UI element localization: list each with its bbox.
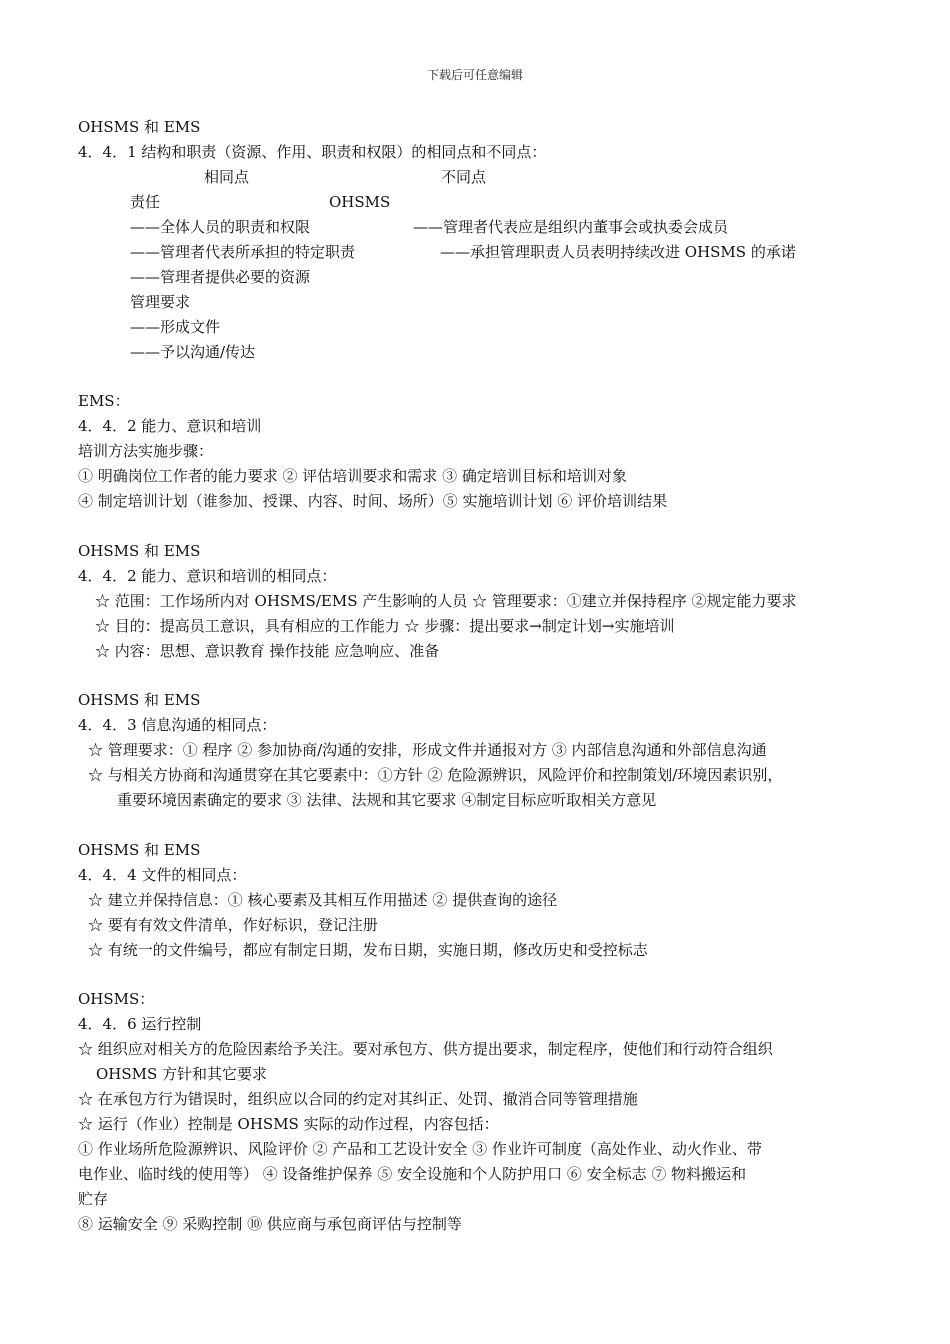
- section-title: OHSMS 和 EMS: [78, 691, 201, 709]
- numbered-line: 电作业、临时线的使用等） ④ 设备维护保养 ⑤ 安全设施和个人防护用口 ⑥ 安全标志 ⑦ 物料搬运和: [78, 1165, 747, 1183]
- bullet-item: ☆ 范围：工作场所内对 OHSMS/EMS 产生影响的人员 ☆ 管理要求：①建立并保持程序 ②规定能力要求: [95, 592, 797, 610]
- bullet-item: ☆ 目的：提高员工意识，具有相应的工作能力 ☆ 步骤：提出要求→制定计划→实施培训: [95, 617, 675, 635]
- section-title: EMS：: [78, 392, 130, 410]
- section-heading: 4．4．1 结构和职责（资源、作用、职责和权限）的相同点和不同点：: [78, 143, 547, 161]
- bullet-item: ☆ 运行（作业）控制是 OHSMS 实际的动作过程，内容包括：: [78, 1115, 499, 1133]
- column-header-same: 相同点: [204, 168, 250, 186]
- bullet-item-continuation: 重要环境因素确定的要求 ③ 法律、法规和其它要求 ④制定目标应听取相关方意见: [117, 791, 657, 809]
- section-title: OHSMS 和 EMS: [78, 542, 201, 560]
- column-header-diff: 不同点: [441, 168, 487, 186]
- step-line: ① 明确岗位工作者的能力要求 ② 评估培训要求和需求 ③ 确定培训目标和培训对象: [78, 467, 627, 485]
- numbered-line: ⑧ 运输安全 ⑨ 采购控制 ⑩ 供应商与承包商评估与控制等: [78, 1215, 462, 1233]
- section-title: OHSMS 和 EMS: [78, 118, 201, 136]
- page-header: 下载后可任意编辑: [426, 68, 523, 82]
- same-item: ——管理者代表所承担的特定职责: [130, 243, 356, 261]
- bullet-item: ☆ 要有有效文件清单，作好标识，登记注册: [88, 916, 378, 934]
- section-heading: 4．4．6 运行控制: [78, 1015, 202, 1033]
- management-item: ——予以沟通/传达: [130, 343, 256, 361]
- subheading-ohsms: OHSMS: [329, 193, 391, 211]
- subheading-management: 管理要求: [130, 293, 191, 311]
- numbered-line: ① 作业场所危险源辨识、风险评价 ② 产品和工艺设计安全 ③ 作业许可制度（高处作业、动火作业、带: [78, 1140, 762, 1158]
- bullet-item: ☆ 组织应对相关方的危险因素给予关注。要对承包方、供方提出要求，制定程序，使他们和行动符合组织: [78, 1040, 773, 1058]
- section-heading: 4．4．2 能力、意识和培训的相同点：: [78, 567, 337, 585]
- numbered-line: 贮存: [78, 1190, 109, 1208]
- section-subheading: 培训方法实施步骤：: [78, 442, 214, 460]
- section-title: OHSMS：: [78, 990, 155, 1008]
- bullet-item: ☆ 内容：思想、意识教育 操作技能 应急响应、准备: [95, 642, 440, 660]
- management-item: ——形成文件: [130, 318, 221, 336]
- section-title: OHSMS 和 EMS: [78, 841, 201, 859]
- subheading-responsibility: 责任: [130, 193, 161, 211]
- bullet-item: ☆ 建立并保持信息：① 核心要素及其相互作用描述 ② 提供查询的途径: [88, 891, 558, 909]
- section-heading: 4．4．3 信息沟通的相同点：: [78, 716, 277, 734]
- section-heading: 4．4．4 文件的相同点：: [78, 866, 247, 884]
- bullet-item: ☆ 管理要求：① 程序 ② 参加协商/沟通的安排，形成文件并通报对方 ③ 内部信息沟通和外部信息沟通: [88, 741, 767, 759]
- bullet-item-continuation: OHSMS 方针和其它要求: [96, 1065, 268, 1083]
- same-item: ——全体人员的职责和权限: [130, 218, 311, 236]
- diff-item: ——管理者代表应是组织内董事会或执委会成员: [413, 218, 729, 236]
- section-heading: 4．4．2 能力、意识和培训: [78, 417, 262, 435]
- same-item: ——管理者提供必要的资源: [130, 268, 311, 286]
- bullet-item: ☆ 与相关方协商和沟通贯穿在其它要素中：①方针 ② 危险源辨识，风险评价和控制策划/环境因素识别，: [88, 766, 783, 784]
- step-line: ④ 制定培训计划（谁参加、授课、内容、时间、场所）⑤ 实施培训计划 ⑥ 评价培训结果: [78, 492, 668, 510]
- bullet-item: ☆ 在承包方行为错误时，组织应以合同的约定对其纠正、处罚、撤消合同等管理措施: [78, 1090, 638, 1108]
- bullet-item: ☆ 有统一的文件编号，都应有制定日期，发布日期，实施日期，修改历史和受控标志: [88, 941, 648, 959]
- diff-item: ——承担管理职责人员表明持续改进 OHSMS 的承诺: [440, 243, 796, 261]
